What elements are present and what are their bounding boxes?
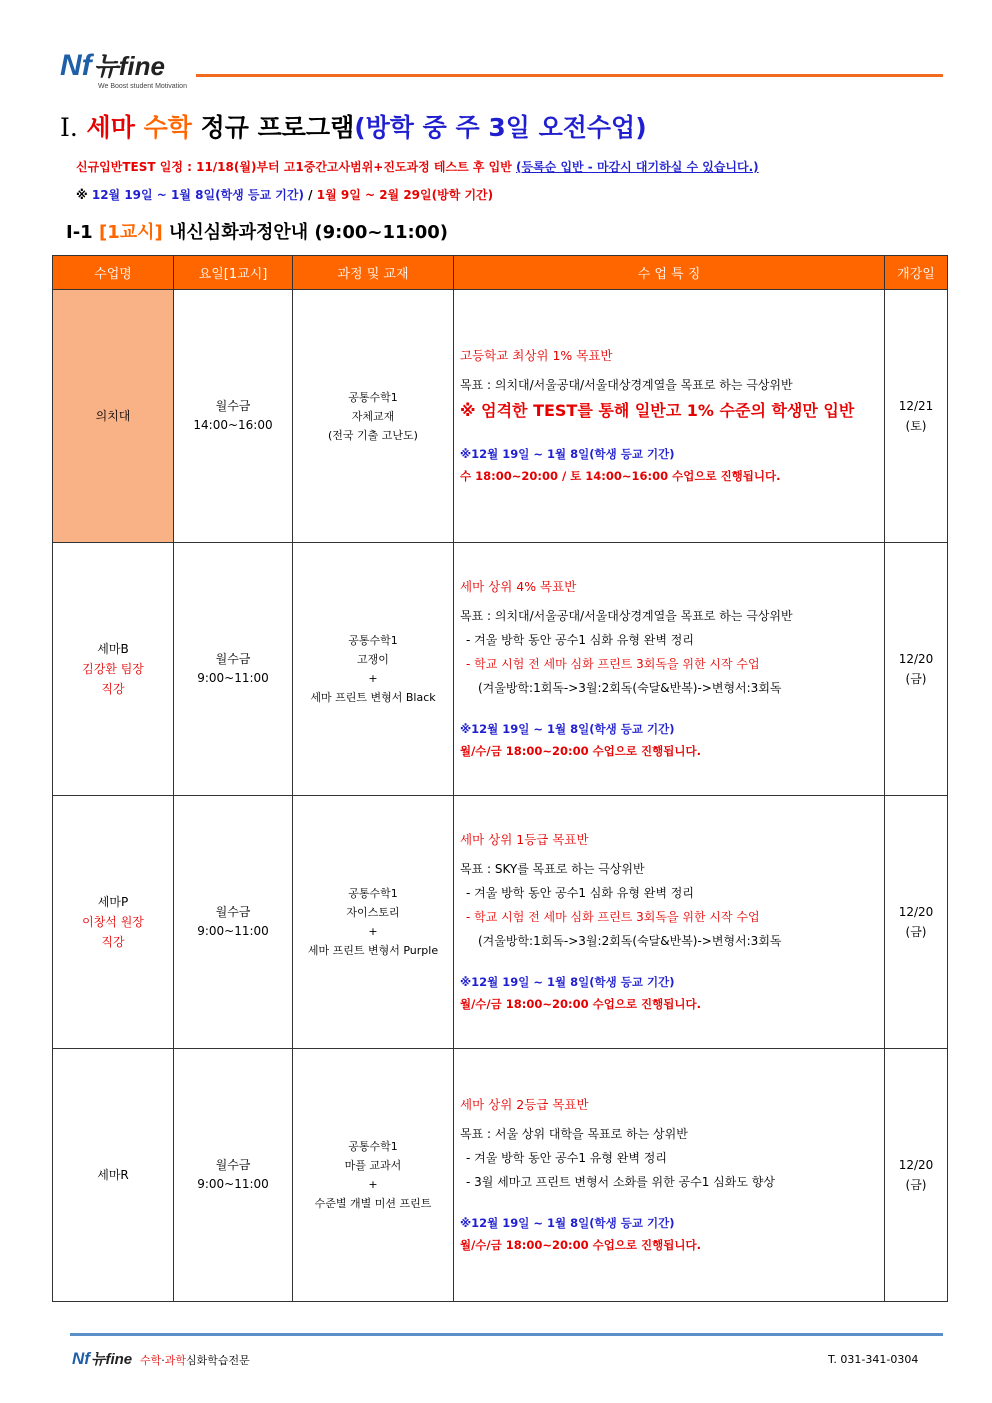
book-line2: 자체교재 [351,409,395,423]
logo-tagline: We Boost student Motivation [98,83,187,90]
class-name: 세마B [97,642,129,656]
class-days: 월수금 [215,1158,251,1172]
start-weekday: (금) [905,925,927,939]
start-weekday: (토) [905,419,927,433]
feature-bullet-1: - 겨울 방학 동안 공수1 심화 유형 완벽 정리 [466,632,694,647]
section-heading [66,218,448,244]
notice-separator: / [308,188,313,202]
class-name: 세마R [97,1168,129,1182]
book-line2: 마플 교과서 [344,1159,402,1172]
header-days: 요일[1교시] [174,256,293,290]
class-time: 9:00~11:00 [197,1177,269,1191]
feature-bullet-2: - 3월 세마고 프린트 변형서 소화를 위한 공수1 심화도 향상 [466,1174,775,1189]
feature-bullet-3: (겨울방학:1회독->3월:2회독(숙달&반복)->변형서:3회독 [478,680,782,695]
feature-bullet-1: - 겨울 방학 동안 공수1 유형 완벽 정리 [466,1150,667,1165]
course-cell [293,290,454,543]
footer-phone: T. 031-341-0304 [828,1353,919,1366]
book-line1: 공통수학1 [348,390,398,404]
class-time: 9:00~11:00 [197,671,269,685]
days-cell [174,290,293,543]
start-date-cell [885,796,948,1049]
feature-period: ※12월 19일 ~ 1월 8일(학생 등교 기간) [460,974,675,989]
start-date-cell [885,290,948,543]
table-row [53,1049,948,1302]
days-cell [174,543,293,796]
notice-symbol: ※ [76,188,88,202]
feature-period: ※12월 19일 ~ 1월 8일(학생 등교 기간) [460,721,675,736]
header-course: 과정 및 교재 [293,256,454,290]
days-cell [174,1049,293,1302]
course-cell [293,796,454,1049]
features-cell [454,1049,885,1302]
logo-name: 뉴fine [93,51,165,81]
feature-bullet-2: - 학교 시험 전 세마 심화 프린트 3회독을 위한 시작 수업 [466,909,760,924]
class-name-cell [53,543,174,796]
start-date: 12/20 [898,1158,934,1172]
feature-title: 세마 상위 2등급 목표반 [460,1096,589,1112]
section-prefix: Ⅰ-1 [66,222,93,243]
header-divider [196,74,943,77]
feature-title: 세마 상위 4% 목표반 [460,578,577,594]
book-line4: (전국 기출 고난도) [328,428,418,442]
title-part3: 정규 프로그램 [200,113,355,142]
footer-logo [72,1348,132,1369]
header-features: 수 업 특 징 [454,256,885,290]
header-logo [60,46,165,83]
feature-title: 고등학교 최상위 1% 목표반 [460,347,613,363]
class-name-cell [53,796,174,1049]
feature-bullet-3: (겨울방학:1회독->3월:2회독(숙달&반복)->변형서:3회독 [478,933,782,948]
start-weekday: (금) [905,672,927,686]
class-table [52,255,948,1302]
notice-line1-note: (등록순 입반 - 마감시 대기하실 수 있습니다.) [516,160,759,174]
class-name-cell [53,1049,174,1302]
book-line1: 공통수학1 [348,887,398,900]
course-cell [293,1049,454,1302]
feature-bullet-1: - 겨울 방학 동안 공수1 심화 유형 완벽 정리 [466,885,694,900]
footer-subject-science: 과학 [164,1354,187,1367]
footer-divider [70,1333,943,1336]
footer-slogan [140,1352,250,1368]
class-teacher: 이창석 원장 [82,915,144,929]
feature-period: ※12월 19일 ~ 1월 8일(학생 등교 기간) [460,446,675,461]
footer-subject-math: 수학 [140,1354,162,1367]
footer-logo-mark: Nf [72,1349,90,1368]
class-days: 월수금 [215,399,251,413]
header-class-name: 수업명 [53,256,174,290]
section-period: [1교시] [98,222,163,243]
book-line4: 세마 프린트 변형서 Black [310,691,436,704]
feature-schedule: 월/수/금 18:00~20:00 수업으로 진행됩니다. [460,996,701,1011]
class-time: 9:00~11:00 [197,924,269,938]
logo-mark: Nf [60,49,92,82]
start-weekday: (금) [905,1178,927,1192]
class-name: 세마P [97,895,129,909]
notice-period-a: 12월 19일 ~ 1월 8일(학생 등교 기간) [91,188,304,202]
notice-test-schedule [76,158,759,175]
book-line3: + [368,925,378,938]
table-row [53,543,948,796]
footer-slogan-rest: 심화학습전문 [186,1354,250,1367]
feature-schedule: 월/수/금 18:00~20:00 수업으로 진행됩니다. [460,1237,701,1252]
class-teacher-note: 직강 [101,682,125,696]
days-cell [174,796,293,1049]
notice-period-b: 1월 9일 ~ 2월 29일(방학 기간) [316,188,494,202]
course-cell [293,543,454,796]
class-name-cell [53,290,174,543]
footer-dot: · [161,1354,165,1367]
title-roman: Ⅰ. [60,113,78,142]
book-line3: + [368,672,378,685]
features-cell [454,290,885,543]
title-part1: 세마 [86,113,135,142]
class-name: 의치대 [95,409,131,423]
title-part2: 수학 [143,113,192,142]
feature-goal: 목표 : 의치대/서울공대/서울대상경계열을 목표로 하는 극상위반 [460,608,793,623]
feature-schedule: 수 18:00~20:00 / 토 14:00~16:00 수업으로 진행됩니다. [460,468,781,483]
class-time: 14:00~16:00 [193,418,273,432]
class-teacher: 김강환 팀장 [82,662,144,676]
book-line1: 공통수학1 [348,1140,398,1153]
table-row [53,290,948,543]
feature-goal: 목표 : 의치대/서울공대/서울대상경계열을 목표로 하는 극상위반 [460,377,793,392]
feature-schedule: 월/수/금 18:00~20:00 수업으로 진행됩니다. [460,743,701,758]
section-label: 내신심화과정안내 (9:00~11:00) [169,222,449,243]
header-start-date: 개강일 [885,256,948,290]
class-days: 월수금 [215,652,251,666]
start-date-cell [885,543,948,796]
feature-emphasis: ※ 엄격한 TEST를 통해 일반고 1% 수준의 학생만 입반 [460,400,855,420]
feature-goal: 목표 : 서울 상위 대학을 목표로 하는 상위반 [460,1126,688,1141]
notice-line1-main: 신규입반TEST 일정 : 11/18(월)부터 고1중간고사범위+진도과정 테스트 후 입반 [76,160,512,174]
page-title [60,108,647,144]
book-line2: 자이스토리 [346,906,400,919]
feature-bullet-2: - 학교 시험 전 세마 심화 프린트 3회독을 위한 시작 수업 [466,656,760,671]
feature-goal: 목표 : SKY를 목표로 하는 극상위반 [460,861,645,876]
feature-period: ※12월 19일 ~ 1월 8일(학생 등교 기간) [460,1215,675,1230]
notice-periods [76,186,493,203]
start-date: 12/20 [898,905,934,919]
book-line1: 공통수학1 [348,634,398,647]
book-line4: 수준별 개별 미션 프린트 [314,1197,432,1210]
features-cell [454,796,885,1049]
start-date: 12/20 [898,652,934,666]
start-date-cell [885,1049,948,1302]
title-part4: (방학 중 주 3일 오전수업) [354,113,647,142]
table-header-row [53,256,948,290]
book-line2: 고쟁이 [357,653,389,666]
feature-title: 세마 상위 1등급 목표반 [460,831,589,847]
book-line4: 세마 프린트 변형서 Purple [307,944,439,957]
book-line3: + [368,1178,378,1191]
start-date: 12/21 [898,399,934,413]
footer-logo-name: 뉴fine [90,1351,133,1368]
table-row [53,796,948,1049]
class-days: 월수금 [215,905,251,919]
class-teacher-note: 직강 [101,935,125,949]
features-cell [454,543,885,796]
